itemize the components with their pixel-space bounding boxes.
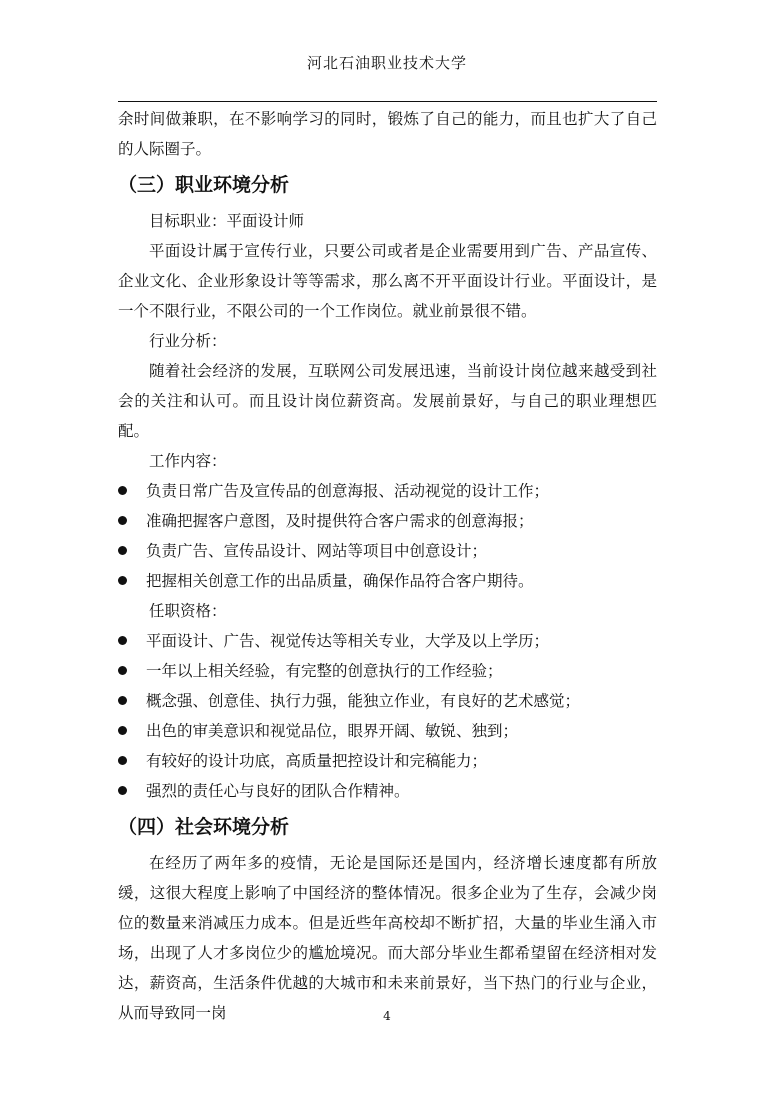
work-content-label: 工作内容： bbox=[149, 452, 227, 470]
list-item: 一年以上相关经验，有完整的创意执行的工作经验； bbox=[118, 656, 657, 686]
list-item: 强烈的责任心与良好的团队合作精神。 bbox=[118, 776, 657, 806]
bullet-icon bbox=[118, 756, 127, 765]
qualification-list bbox=[118, 626, 657, 806]
list-item: 负责日常广告及宣传品的创意海报、活动视觉的设计工作； bbox=[118, 476, 657, 506]
page-header: 河北石油职业技术大学 bbox=[306, 54, 467, 72]
bullet-icon bbox=[118, 726, 127, 735]
section4-paragraph: 在经历了两年多的疫情，无论是国际还是国内，经济增长速度都有所放缓，这很大程度上影响了中国经济的整体情况。很多企业为了生存，会减少岗位的数量来消减压力成本。但是近些年高校却不断扩招，大量的毕业生涌入市场，出现了人才多岗位少的尴尬境况。而大部分毕业生都希望留在经济相对发达，薪资高，生活条件优越的大城市和未来前景好，当下热门的行业与企业，从而导致同一岗 bbox=[118, 854, 657, 1022]
list-item: 把握相关创意工作的出品质量，确保作品符合客户期待。 bbox=[118, 566, 657, 596]
page-body bbox=[118, 104, 657, 1028]
bullet-icon bbox=[118, 546, 127, 555]
industry-analysis-label: 行业分析： bbox=[149, 332, 227, 350]
section3-paragraph-1: 平面设计属于宣传行业，只要公司或者是企业需要用到广告、产品宣传、企业文化、企业形象设计等等需求，那么离不开平面设计行业。平面设计，是一个不限行业，不限公司的一个工作岗位。就业前景很不错。 bbox=[118, 242, 657, 320]
list-item: 负责广告、宣传品设计、网站等项目中创意设计； bbox=[118, 536, 657, 566]
list-item: 出色的审美意识和视觉品位，眼界开阔、敏锐、独到； bbox=[118, 716, 657, 746]
work-content-list bbox=[118, 476, 657, 596]
bullet-icon bbox=[118, 786, 127, 795]
section4-heading: （四）社会环境分析 bbox=[118, 816, 290, 838]
bullet-icon bbox=[118, 666, 127, 675]
list-item: 平面设计、广告、视觉传达等相关专业，大学及以上学历； bbox=[118, 626, 657, 656]
section3-heading: （三）职业环境分析 bbox=[118, 174, 290, 196]
bullet-icon bbox=[118, 486, 127, 495]
intro-paragraph: 余时间做兼职，在不影响学习的同时，锻炼了自己的能力，而且也扩大了自己的人际圈子。 bbox=[118, 110, 657, 158]
list-item: 准确把握客户意图，及时提供符合客户需求的创意海报； bbox=[118, 506, 657, 536]
bullet-icon bbox=[118, 696, 127, 705]
section3-paragraph-2: 随着社会经济的发展，互联网公司发展迅速，当前设计岗位越来越受到社会的关注和认可。而且设计岗位薪资高。发展前景好，与自己的职业理想匹配。 bbox=[118, 362, 657, 440]
bullet-icon bbox=[118, 636, 127, 645]
list-item: 概念强、创意佳、执行力强，能独立作业，有良好的艺术感觉； bbox=[118, 686, 657, 716]
bullet-icon bbox=[118, 576, 127, 585]
list-item: 有较好的设计功底，高质量把控设计和完稿能力； bbox=[118, 746, 657, 776]
qualification-label: 任职资格： bbox=[149, 602, 227, 620]
target-job: 目标职业：平面设计师 bbox=[149, 212, 305, 230]
page-number: 4 bbox=[383, 1009, 391, 1023]
bullet-icon bbox=[118, 516, 127, 525]
header-rule bbox=[118, 101, 657, 102]
